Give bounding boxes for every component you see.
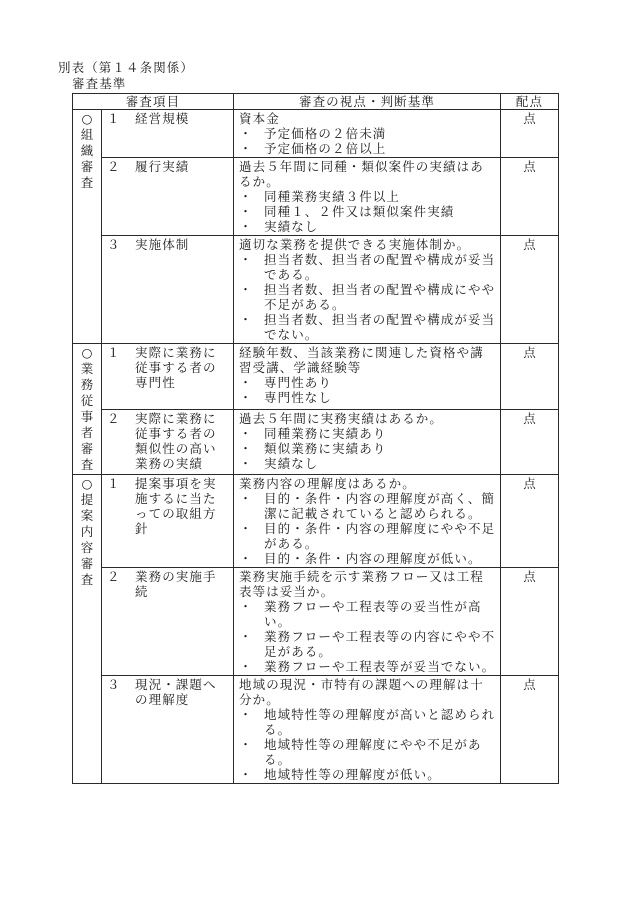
item-number: ３ (107, 237, 121, 252)
criteria-bullet (239, 282, 496, 312)
table-row (73, 344, 559, 410)
item-cell (102, 676, 234, 784)
criteria-bullet-text: 類似業務に実績あり (264, 440, 387, 456)
item-name: 履行実績 (135, 159, 190, 174)
item-name: 業務の実施手続 (135, 569, 217, 599)
bullet-dot-icon: ・ (239, 521, 253, 536)
bullet-dot-icon: ・ (239, 599, 253, 614)
table-row (73, 236, 559, 344)
criteria-bullet (239, 375, 496, 390)
header-score: 配点 (501, 94, 559, 110)
criteria-bullet-text: 予定価格の２倍未満 (264, 126, 387, 141)
criteria-lead: 資本金 (239, 111, 280, 126)
score-cell: 点 (501, 475, 559, 568)
bullet-dot-icon: ・ (239, 455, 253, 471)
item-cell (102, 110, 234, 158)
criteria-bullet-text: 担当者数、担当者の配置や構成が妥当である。 (264, 252, 496, 282)
item-number: ３ (107, 677, 121, 692)
criteria-bullet (239, 441, 496, 456)
bullet-dot-icon: ・ (239, 126, 253, 141)
item-number: １ (107, 111, 121, 126)
item-heading (107, 111, 229, 126)
table-row (73, 568, 559, 676)
criteria-lead: 業務実施手続を示す業務フロー又は工程表等は妥当か。 (239, 569, 484, 599)
criteria-cell (234, 409, 501, 475)
bullet-dot-icon: ・ (239, 375, 253, 390)
item-heading (107, 411, 229, 471)
item-heading (107, 159, 229, 174)
item-name: 実際に業務に従事する者の類似性の高い業務の実績 (135, 410, 217, 471)
bullet-dot-icon: ・ (239, 659, 253, 674)
bullet-dot-icon: ・ (239, 629, 253, 644)
item-name: 提案事項を実施するに当たっての取組方針 (135, 476, 217, 536)
criteria-cell (234, 475, 501, 568)
item-number: １ (107, 476, 121, 491)
bullet-dot-icon: ・ (239, 282, 253, 297)
criteria-bullet (239, 629, 496, 659)
criteria-bullet-text: 目的・条件・内容の理解度が低い。 (264, 551, 482, 566)
item-heading (107, 476, 229, 536)
criteria-bullet (239, 219, 496, 234)
table-row (73, 110, 559, 158)
criteria-bullet-text: 地域特性等の理解度が低い。 (264, 767, 441, 782)
criteria-bullet-text: 業務フローや工程表等が妥当でない。 (264, 659, 496, 674)
group-label: ○ 業 務 従 事 者 審 査 (73, 344, 102, 475)
item-cell (102, 344, 234, 410)
criteria-cell (234, 110, 501, 158)
criteria-bullet (239, 141, 496, 156)
criteria-lead: 経験年数、当該業務に関連した資格や講習受講、学識経験等 (239, 345, 484, 375)
table-row (73, 676, 559, 784)
item-number: １ (107, 345, 121, 360)
criteria-bullet-text: 同種業務実績３件以上 (264, 189, 401, 204)
bullet-dot-icon: ・ (239, 767, 253, 782)
bullet-dot-icon: ・ (239, 707, 253, 722)
score-cell: 点 (501, 158, 559, 236)
criteria-bullet (239, 189, 496, 204)
criteria-cell (234, 158, 501, 236)
score-cell: 点 (501, 568, 559, 676)
criteria-bullet-text: 目的・条件・内容の理解度が高く、簡潔に記載されていると認められる。 (264, 491, 495, 521)
item-number: ２ (107, 159, 121, 174)
bullet-dot-icon: ・ (239, 141, 253, 156)
item-heading (107, 345, 229, 390)
criteria-bullet-text: 同種１、２件又は類似案件実績 (264, 204, 455, 219)
criteria-bullet (239, 659, 496, 674)
criteria-bullet-text: 地域特性等の理解度が高いと認められる。 (264, 707, 496, 737)
criteria-cell (234, 344, 501, 410)
item-cell (102, 158, 234, 236)
criteria-bullet-text: 地域特性等の理解度にやや不足がある。 (264, 737, 482, 767)
criteria-bullet-text: 業務フローや工程表等の妥当性が高い。 (264, 599, 482, 629)
criteria-bullet (239, 426, 496, 441)
criteria-bullet-text: 目的・条件・内容の理解度にやや不足がある。 (264, 521, 496, 551)
group-label: ○ 組 織 審 査 (73, 110, 102, 344)
criteria-bullet (239, 767, 496, 782)
item-cell (102, 475, 234, 568)
score-cell: 点 (501, 344, 559, 410)
table-row (73, 158, 559, 236)
item-cell (102, 236, 234, 344)
criteria-bullet (239, 551, 496, 566)
table-row (73, 475, 559, 568)
criteria-bullet (239, 707, 496, 737)
criteria-lead: 過去５年間に同種・類似案件の実績はあるか。 (239, 159, 484, 189)
page-heading (58, 60, 194, 92)
criteria-cell (234, 568, 501, 676)
criteria-lead: 適切な業務を提供できる実施体制か。 (239, 237, 471, 252)
bullet-dot-icon: ・ (239, 312, 253, 327)
review-criteria-table (72, 93, 559, 784)
score-cell: 点 (501, 236, 559, 344)
criteria-bullet (239, 126, 496, 141)
item-heading (107, 237, 229, 252)
score-cell: 点 (501, 676, 559, 784)
score-cell: 点 (501, 409, 559, 475)
criteria-bullet (239, 312, 496, 342)
header-item: 審査項目 (73, 94, 234, 110)
item-heading (107, 569, 229, 599)
criteria-lead: 過去５年間に実務実績はあるか。 (239, 410, 444, 426)
appendix-title: 別表（第１４条関係） (58, 60, 195, 75)
criteria-bullet (239, 599, 496, 629)
criteria-lead: 業務内容の理解度はあるか。 (239, 476, 416, 491)
table-header-row (73, 94, 559, 110)
item-heading (107, 677, 229, 707)
item-cell (102, 409, 234, 475)
criteria-bullet (239, 252, 496, 282)
bullet-dot-icon: ・ (239, 737, 253, 752)
criteria-bullet (239, 390, 496, 405)
bullet-dot-icon: ・ (239, 491, 253, 506)
appendix-subtitle: 審査基準 (72, 76, 127, 91)
bullet-dot-icon: ・ (239, 440, 253, 456)
criteria-bullet (239, 491, 496, 521)
table-body (73, 110, 559, 784)
criteria-bullet-text: 専門性なし (264, 390, 333, 405)
bullet-dot-icon: ・ (239, 551, 253, 566)
criteria-cell (234, 676, 501, 784)
bullet-dot-icon: ・ (239, 252, 253, 267)
criteria-bullet-text: 業務フローや工程表等の内容にやや不足がある。 (264, 629, 496, 659)
criteria-bullet-text: 担当者数、担当者の配置や構成にやや不足がある。 (264, 282, 496, 312)
bullet-dot-icon: ・ (239, 219, 253, 234)
criteria-bullet-text: 予定価格の２倍以上 (264, 141, 387, 156)
criteria-bullet (239, 204, 496, 219)
item-number: ２ (107, 569, 121, 584)
criteria-bullet (239, 737, 496, 767)
criteria-bullet (239, 521, 496, 551)
item-number: ２ (107, 410, 121, 426)
criteria-cell (234, 236, 501, 344)
criteria-bullet-text: 実績なし (264, 219, 319, 234)
group-label: ○ 提 案 内 容 審 査 (73, 475, 102, 784)
item-cell (102, 568, 234, 676)
criteria-bullet (239, 456, 496, 471)
table-row (73, 409, 559, 475)
bullet-dot-icon: ・ (239, 189, 253, 204)
item-name: 実際に業務に従事する者の専門性 (135, 345, 217, 390)
item-name: 現況・課題への理解度 (135, 677, 217, 707)
criteria-lead: 地域の現況・市特有の課題への理解は十分か。 (239, 677, 484, 707)
header-criteria: 審査の視点・判断基準 (234, 94, 501, 110)
score-cell: 点 (501, 110, 559, 158)
bullet-dot-icon: ・ (239, 204, 253, 219)
bullet-dot-icon: ・ (239, 390, 253, 405)
bullet-dot-icon: ・ (239, 425, 253, 441)
criteria-bullet-text: 実績なし (264, 455, 319, 471)
item-name: 経営規模 (135, 111, 190, 126)
criteria-bullet-text: 同種業務に実績あり (264, 425, 387, 441)
criteria-bullet-text: 担当者数、担当者の配置や構成が妥当でない。 (264, 312, 496, 342)
item-name: 実施体制 (135, 237, 190, 252)
criteria-bullet-text: 専門性あり (264, 375, 333, 390)
